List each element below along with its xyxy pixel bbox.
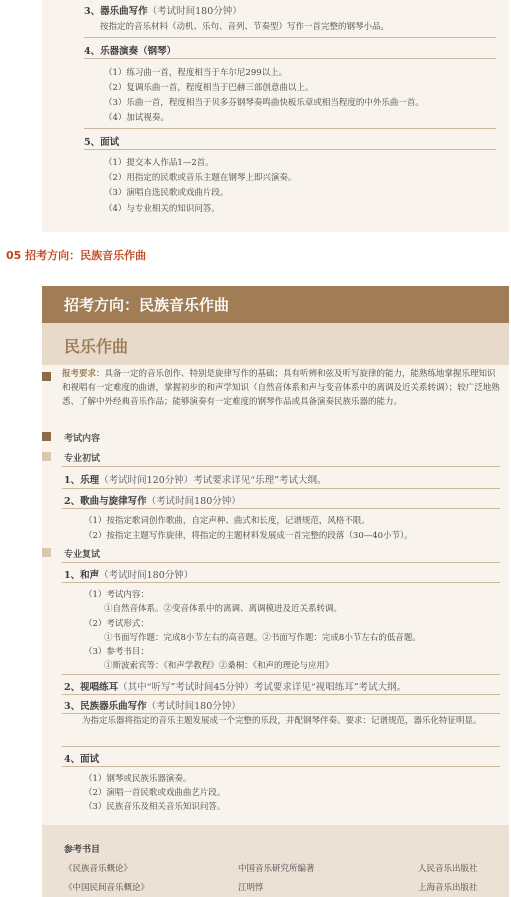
item-song-writing: 2、歌曲与旋律写作（考试时间180分钟） (64, 496, 241, 507)
list-item: （2）考试形式： (84, 619, 149, 629)
list-item: （2）演唱一首民歌或戏曲曲艺片段。 (84, 788, 226, 798)
square-bullet-icon (42, 548, 51, 557)
requirement-paragraph: 报考要求：具备一定的音乐创作、特别是旋律写作的基础；具有听辨和弦及听写旋律的能力，能熟练地掌握乐理知识和视唱有一定难度的曲谱，掌握初步的和声学知识（自然音体系和声与变音体系中的离调及近关系转调）；较广泛地熟悉、了解中外经典音乐作品；能够演奏有一定难度的钢琴作品或具备演奏民族乐器的能力。 (62, 369, 500, 407)
square-bullet-icon (42, 432, 51, 441)
list-item: （1）考试内容： (84, 590, 149, 600)
bib-book: 《中国民间音乐概论》 (64, 883, 150, 893)
list-item: （2）用指定的民歌或音乐主题在钢琴上即兴演奏。 (104, 173, 297, 183)
square-bullet-icon (42, 452, 51, 461)
list-item: （4）与专业相关的知识问答。 (104, 204, 220, 214)
item-theory: 1、乐理（考试时间120分钟）考试要求详见“乐理”考试大纲。 (64, 475, 327, 486)
list-item: ①斯波索宾等：《和声学教程》②桑桐：《和声的理论与应用》 (104, 661, 334, 671)
list-item: （2）复调乐曲一首，程度相当于巴赫三部创意曲以上。 (104, 83, 314, 93)
divider (62, 582, 500, 583)
list-item: （1）练习曲一首，程度相当于车尔尼299以上。 (104, 68, 288, 78)
list-item: ①书面写作题：完成8小节左右的高音题。②书面写作题：完成8小节左右的低音题。 (104, 633, 421, 643)
retest-heading: 专业复试 (64, 550, 101, 560)
list-item: （3）民族音乐及相关音乐知识问答。 (84, 802, 226, 812)
list-item: （3）乐曲一首，程度相当于贝多芬钢琴奏鸣曲快板乐章或相当程度的中外乐曲一首。 (104, 98, 424, 108)
list-item: （4）加试视奏。 (104, 113, 169, 123)
bib-book: 《民族音乐概论》 (64, 864, 133, 874)
divider (62, 508, 500, 509)
item-interview: 4、面试 (64, 754, 100, 765)
divider (84, 149, 496, 150)
section-text: 按指定的音乐材料（动机、乐句、音列、节奏型）写作一首完整的钢琴小品。 (100, 22, 390, 32)
initial-exam-heading: 专业初试 (64, 454, 101, 464)
list-item: （1）钢琴或民族乐器演奏。 (84, 774, 192, 784)
divider (62, 746, 500, 747)
divider (62, 674, 500, 675)
square-bullet-icon (42, 372, 51, 381)
section-title-instrumental: 3、器乐曲写作（考试时间180分钟） (84, 6, 242, 17)
item-folk-instrumental: 3、民族器乐曲写作（考试时间180分钟） (64, 701, 241, 712)
divider (62, 766, 500, 767)
list-item: （1）按指定歌词创作歌曲，自定声种、曲式和长度，记谱规范，风格不限。 (84, 516, 370, 526)
divider (62, 466, 500, 467)
divider (84, 37, 496, 38)
bib-publisher: 上海音乐出版社 (418, 883, 478, 893)
exam-content-heading: 考试内容 (64, 434, 101, 444)
bib-author: 中国音乐研究所编著 (238, 864, 315, 874)
major-title: 民乐作曲 (64, 337, 129, 356)
bibliography-title: 参考书目 (64, 845, 101, 855)
item-harmony: 1、和声（考试时间180分钟） (64, 570, 194, 581)
banner-title: 招考方向：民族音乐作曲 (64, 296, 230, 314)
divider (84, 58, 496, 59)
list-item: （3）参考书目： (84, 647, 149, 657)
item-text: 为指定乐器将指定的音乐主题发展成一个完整的乐段，并配钢琴伴奏。要求：记谱规范，器乐化特征明显。 (82, 716, 482, 726)
divider (62, 694, 500, 695)
section-title-performance: 4、乐器演奏（钢琴） (84, 46, 177, 57)
list-item: ①自然音体系。②变音体系中的离调、离调模进及近关系转调。 (104, 604, 343, 614)
divider (84, 128, 496, 129)
bib-publisher: 人民音乐出版社 (418, 864, 478, 874)
section-heading-05: 05 招考方向：民族音乐作曲 (6, 249, 147, 262)
divider (62, 562, 500, 563)
list-item: （3）演唱自选民歌或戏曲片段。 (104, 188, 229, 198)
section-title-interview: 5、面试 (84, 137, 120, 148)
divider (62, 713, 500, 714)
list-item: （1）提交本人作品1—2首。 (104, 158, 214, 168)
divider (62, 488, 500, 489)
bib-author: 江明惇 (238, 883, 264, 893)
item-solfeggio: 2、视唱练耳（其中“听写”考试时间45分钟）考试要求详见“视唱练耳”考试大纲。 (64, 682, 407, 693)
list-item: （2）按指定主题写作旋律，将指定的主题材料发展成一首完整的段落（30—40小节）。 (84, 531, 413, 541)
